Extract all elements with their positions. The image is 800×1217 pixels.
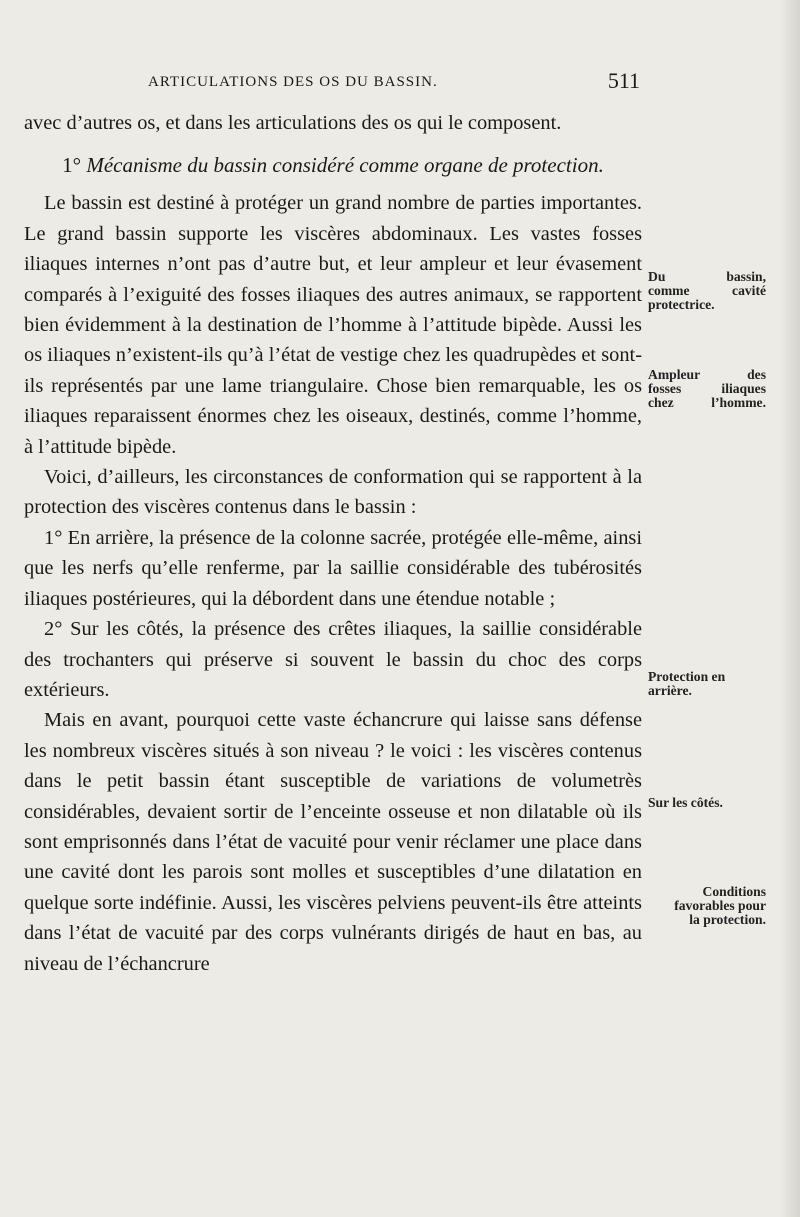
margin-note-conditions: Conditions favorables pour la protection. bbox=[674, 884, 766, 927]
paragraph-side-protection: 2° Sur les côtés, la présence des crêtes iliaques, la saillie considérable des trochanters qui préserve si souvent le bassin du choc des corps extérieurs. bbox=[24, 618, 642, 701]
running-head bbox=[148, 68, 640, 93]
paragraph-continuation: avec d’autres os, et dans les articulations des os qui le composent. bbox=[24, 112, 562, 134]
section-heading bbox=[24, 152, 642, 178]
body-text bbox=[24, 108, 642, 979]
paragraph-rear-protection: 1° En arrière, la présence de la colonne sacrée, protégée elle-même, ainsi que les nerfs qu’elle renferme, par la saillie considérable des tubérosités iliaques postérieures, qui la débordent dans une étendue notable ; bbox=[24, 526, 642, 610]
margin-note-cavity: Du bassin, comme cavité protectrice. bbox=[648, 269, 766, 312]
page-edge-shadow bbox=[780, 0, 800, 1217]
margin-note-sides: Sur les côtés. bbox=[648, 795, 723, 810]
margin-note-rear: Protection en arrière. bbox=[648, 669, 726, 698]
page-number: 511 bbox=[607, 68, 640, 93]
section-number: 1° bbox=[62, 153, 82, 178]
paragraph-circumstances: Voici, d’ailleurs, les circonstances de conformation qui se rapportent à la protection des viscères contenus dans le bassin : bbox=[24, 466, 642, 519]
running-head-title: ARTICULATIONS DES OS DU BASSIN. bbox=[148, 74, 438, 90]
margin-note-iliac-fossae: Ampleur des fosses iliaques chez l’homme. bbox=[648, 367, 766, 410]
paragraph-pelvis-protection: Le bassin est destiné à protéger un grand nombre de parties importantes. Le grand bassin supporte les viscères abdominaux. Les vastes fosses iliaques internes n’ont pas d’autre but, et leur ampleur et leur évasement comparés à l’exiguité des fosses iliaques des autres animaux, se rapportent bien évidemment à la destination de l’homme à l’attitude bipède. Aussi les os iliaques n’existent-ils qu’à l’état de vestige chez les quadrupèdes et sont-ils représentés par une lame triangulaire. Chose bien remarquable, les os iliaques reparaissent énormes chez les oiseaux, destinés, comme l’homme, à l’attitude bipède. bbox=[24, 192, 642, 458]
section-title: Mécanisme du bassin considéré comme organe de protection. bbox=[86, 153, 604, 178]
paragraph-front-notch: Mais en avant, pourquoi cette vaste échancrure qui laisse sans défense les nombreux viscères situés à son niveau ? le voici : les viscères contenus dans le petit bassin étant susceptible de variations de volumetrès considérables, devaient sortir de l’enceinte osseuse et non dilatable où ils sont emprisonnés dans l’état de vacuité pour venir réclamer une place dans une cavité dont les parois sont molles et susceptibles d’une dilatation en quelque sorte indéfinie. Aussi, les viscères pelviens peuvent-ils être atteints dans l’état de vacuité par des corps vulnérants dirigés de haut en bas, au niveau de l’échancrure bbox=[24, 709, 642, 975]
